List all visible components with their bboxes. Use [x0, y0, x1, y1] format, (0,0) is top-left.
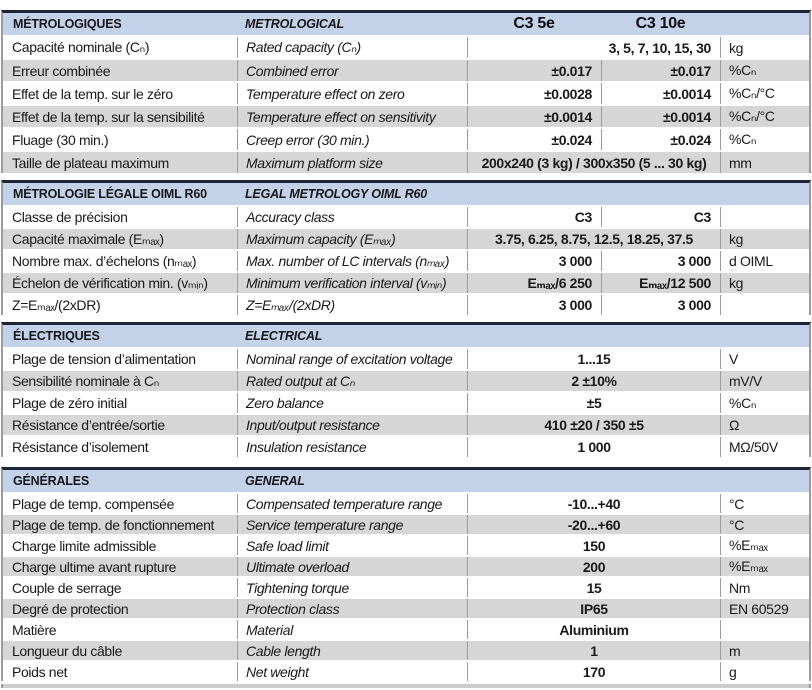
- unit-cell: [720, 207, 809, 227]
- value-span-cell: 410 ±20 / 350 ±5: [467, 415, 720, 435]
- label-fr-cell: Résistance d’isolement: [12, 439, 149, 455]
- value-span-cell: IP65: [467, 599, 720, 618]
- value-cell-c3-5e: C3: [467, 207, 601, 227]
- label-en-cell: Zero balance: [237, 393, 467, 413]
- spec-section: [1, 322, 811, 457]
- section-title-fr: MÉTROLOGIE LÉGALE OIML R60: [13, 187, 207, 201]
- label-en-cell: Maximum platform size: [237, 152, 467, 173]
- spec-section: [1, 467, 811, 681]
- label-fr-cell: Degré de protection: [12, 600, 129, 617]
- section-title-en: LEGAL METROLOGY OIML R60: [245, 187, 428, 201]
- spec-row: [3, 251, 809, 271]
- unit-cell: g: [720, 662, 809, 681]
- value-cell-c3-10e: 3 000: [601, 295, 720, 315]
- spec-row: [3, 349, 809, 369]
- unit-cell: m: [720, 641, 809, 660]
- label-en-cell: Z=Eₘₐₓ/(2xDR): [237, 295, 467, 315]
- label-en-cell: Material: [237, 620, 467, 639]
- label-fr-cell: Erreur combinée: [12, 62, 111, 79]
- label-en-cell: Tightening torque: [237, 578, 467, 597]
- label-fr-cell: Plage de temp. compensée: [12, 495, 175, 512]
- unit-cell: kg: [720, 273, 809, 293]
- label-en-cell: Rated capacity (Cₙ): [237, 37, 467, 58]
- spec-row: [3, 415, 809, 435]
- label-en-cell: Creep error (30 min.): [237, 129, 467, 150]
- unit-cell: %Cₙ/°C: [720, 106, 809, 127]
- label-fr-cell: Résistance d’entrée/sortie: [12, 417, 165, 433]
- unit-cell: V: [720, 349, 809, 369]
- label-fr-cell: Fluage (30 min.): [12, 131, 109, 148]
- value-span-cell: 3, 5, 7, 10, 15, 30: [467, 37, 720, 58]
- label-fr-cell: Plage de zéro initial: [12, 395, 127, 411]
- spec-row: [3, 295, 809, 315]
- label-en-cell: Input/output resistance: [237, 415, 467, 435]
- spec-row: [3, 129, 809, 150]
- label-fr-cell: Échelon de vérification min. (vₘᵢₙ): [12, 274, 208, 291]
- spec-row: [3, 599, 809, 618]
- spec-row: [3, 536, 809, 555]
- section-title-fr: ÉLECTRIQUES: [13, 329, 100, 343]
- unit-cell: [720, 295, 809, 315]
- section-header: [3, 470, 809, 492]
- section-header: [3, 325, 809, 347]
- label-fr-cell: Capacité maximale (Eₘₐₓ): [12, 230, 164, 247]
- unit-cell: %Eₘₐₓ: [720, 536, 809, 555]
- label-fr-cell: Poids net: [12, 663, 68, 680]
- spec-row: [3, 393, 809, 413]
- unit-cell: kg: [720, 229, 809, 249]
- model-column-header-c3-5e: C3 5e: [513, 15, 555, 32]
- label-fr-cell: Effet de la temp. sur la sensibilité: [12, 108, 205, 125]
- label-en-cell: Insulation resistance: [237, 437, 467, 457]
- label-fr-cell: Plage de tension d’alimentation: [12, 351, 196, 367]
- unit-cell: EN 60529: [720, 599, 809, 618]
- spec-row: [3, 371, 809, 391]
- value-span-cell: 1...15: [467, 349, 720, 369]
- value-cell-c3-5e: ±0.017: [467, 60, 601, 81]
- value-cell-c3-5e: ±0.024: [467, 129, 601, 150]
- spec-row: [3, 578, 809, 597]
- label-en-cell: Protection class: [237, 599, 467, 618]
- unit-cell: kg: [720, 37, 809, 58]
- label-en-cell: Combined error: [237, 60, 467, 81]
- spec-row: [3, 662, 809, 681]
- spec-row: [3, 207, 809, 227]
- label-en-cell: Cable length: [237, 641, 467, 660]
- unit-cell: %Eₘₐₓ: [720, 557, 809, 576]
- value-cell-c3-10e: 3 000: [601, 251, 720, 271]
- label-en-cell: Maximum capacity (Eₘₐₓ): [237, 229, 467, 249]
- section-title-fr: MÉTROLOGIQUES: [13, 17, 122, 31]
- value-cell-c3-5e: 3 000: [467, 295, 601, 315]
- label-fr-cell: Classe de précision: [12, 209, 128, 225]
- section-header: [3, 13, 809, 35]
- label-en-cell: Accuracy class: [237, 207, 467, 227]
- spec-row: [3, 641, 809, 660]
- spec-row: [3, 83, 809, 104]
- value-span-cell: -10...+40: [467, 494, 720, 513]
- value-span-cell: 15: [467, 578, 720, 597]
- unit-cell: °C: [720, 494, 809, 513]
- unit-cell: MΩ/50V: [720, 437, 809, 457]
- label-fr-cell: Longueur du câble: [12, 642, 123, 659]
- spec-section: [1, 180, 811, 315]
- cutoff-row-fragment: [1, 684, 811, 688]
- spec-row: [3, 60, 809, 81]
- value-span-cell: 170: [467, 662, 720, 681]
- label-en-cell: Rated output at Cₙ: [237, 371, 467, 391]
- unit-cell: %Cₙ: [720, 129, 809, 150]
- label-en-cell: Minimum verification interval (vₘᵢₙ): [237, 273, 467, 293]
- value-span-cell: Aluminium: [467, 620, 720, 639]
- spec-row: [3, 152, 809, 173]
- label-en-cell: Safe load limit: [237, 536, 467, 555]
- label-en-cell: Temperature effect on sensitivity: [237, 106, 467, 127]
- value-span-cell: 2 ±10%: [467, 371, 720, 391]
- spec-row: [3, 229, 809, 249]
- value-cell-c3-10e: C3: [601, 207, 720, 227]
- spec-row: [3, 515, 809, 534]
- label-fr-cell: Charge limite admissible: [12, 537, 157, 554]
- spec-row: [3, 106, 809, 127]
- unit-cell: [720, 620, 809, 639]
- value-cell-c3-10e: Eₘₐₓ/12 500: [601, 273, 720, 293]
- value-span-cell: 200x240 (3 kg) / 300x350 (5 ... 30 kg): [467, 152, 720, 173]
- unit-cell: %Cₙ/°C: [720, 83, 809, 104]
- spec-row: [3, 437, 809, 457]
- value-cell-c3-10e: ±0.024: [601, 129, 720, 150]
- value-cell-c3-5e: Eₘₐₓ/6 250: [467, 273, 601, 293]
- spec-row: [3, 620, 809, 639]
- spec-row: [3, 494, 809, 513]
- label-fr-cell: Sensibilité nominale à Cₙ: [12, 372, 160, 389]
- label-en-cell: Nominal range of excitation voltage: [237, 349, 467, 369]
- label-fr-cell: Z=Eₘₐₓ/(2xDR): [12, 296, 101, 313]
- label-fr-cell: Taille de plateau maximum: [12, 154, 169, 171]
- label-fr-cell: Plage de temp. de fonctionnement: [12, 516, 215, 533]
- spec-row: [3, 37, 809, 58]
- model-column-header-c3-10e: C3 10e: [635, 15, 686, 32]
- value-cell-c3-10e: ±0.017: [601, 60, 720, 81]
- section-title-en: METROLOGICAL: [245, 17, 344, 31]
- value-cell-c3-5e: 3 000: [467, 251, 601, 271]
- unit-cell: mV/V: [720, 371, 809, 391]
- spec-row: [3, 273, 809, 293]
- value-cell-c3-10e: ±0.0014: [601, 106, 720, 127]
- label-en-cell: Max. number of LC intervals (nₘₐₓ): [237, 251, 467, 271]
- unit-cell: mm: [720, 152, 809, 173]
- value-span-cell: -20...+60: [467, 515, 720, 534]
- unit-cell: Ω: [720, 415, 809, 435]
- value-span-cell: 3.75, 6.25, 8.75, 12.5, 18.25, 37.5: [467, 229, 720, 249]
- value-span-cell: ±5: [467, 393, 720, 413]
- label-fr-cell: Nombre max. d’échelons (nₘₐₓ): [12, 252, 197, 269]
- value-span-cell: 1 000: [467, 437, 720, 457]
- value-cell-c3-10e: ±0.0014: [601, 83, 720, 104]
- spec-section: [1, 10, 811, 173]
- unit-cell: %Cₙ: [720, 393, 809, 413]
- section-title-en: GENERAL: [245, 474, 305, 488]
- label-en-cell: Net weight: [237, 662, 467, 681]
- section-title-fr: GÉNÉRALES: [13, 474, 89, 488]
- label-fr-cell: Couple de serrage: [12, 579, 122, 596]
- section-header: [3, 183, 809, 205]
- label-en-cell: Service temperature range: [237, 515, 467, 534]
- unit-cell: Nm: [720, 578, 809, 597]
- label-fr-cell: Matière: [12, 621, 57, 638]
- label-en-cell: Temperature effect on zero: [237, 83, 467, 104]
- value-span-cell: 200: [467, 557, 720, 576]
- label-fr-cell: Charge ultime avant rupture: [12, 558, 177, 575]
- label-fr-cell: Effet de la temp. sur le zéro: [12, 85, 173, 102]
- unit-cell: %Cₙ: [720, 60, 809, 81]
- spec-sheet: [1, 0, 811, 688]
- spec-row: [3, 557, 809, 576]
- unit-cell: d OIML: [720, 251, 809, 271]
- value-span-cell: 1: [467, 641, 720, 660]
- value-span-cell: 150: [467, 536, 720, 555]
- label-fr-cell: Capacité nominale (Cₙ): [12, 39, 150, 55]
- value-cell-c3-5e: ±0.0014: [467, 106, 601, 127]
- label-en-cell: Ultimate overload: [237, 557, 467, 576]
- label-en-cell: Compensated temperature range: [237, 494, 467, 513]
- unit-cell: °C: [720, 515, 809, 534]
- value-cell-c3-5e: ±0.0028: [467, 83, 601, 104]
- section-title-en: ELECTRICAL: [245, 329, 323, 343]
